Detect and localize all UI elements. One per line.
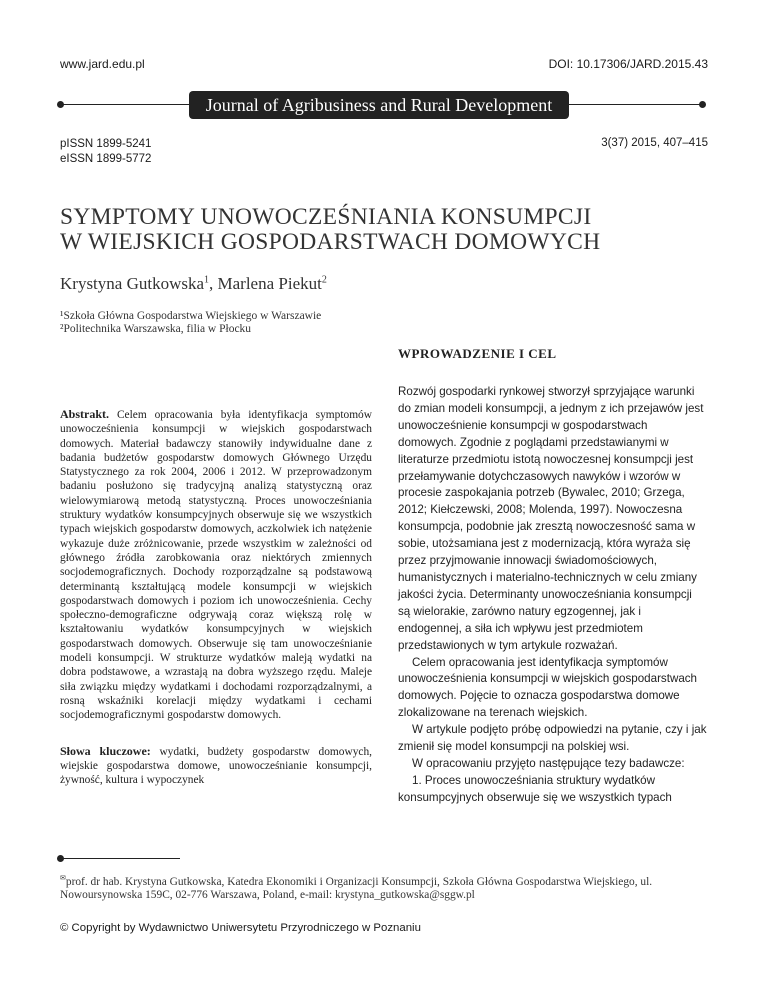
issue-info: 3(37) 2015, 407–415 bbox=[601, 137, 708, 149]
journal-name-banner: Journal of Agribusiness and Rural Development bbox=[189, 91, 569, 119]
author-separator: , bbox=[209, 274, 218, 293]
introduction-body bbox=[398, 384, 707, 807]
footnote-rule bbox=[60, 858, 180, 859]
doi-link[interactable]: DOI: 10.17306/JARD.2015.43 bbox=[548, 57, 708, 71]
rule-dot-left bbox=[57, 101, 64, 108]
affiliations bbox=[60, 310, 321, 336]
abstract-text: Celem opracowania była identyfikacja symptomów unowocześnienia konsumpcji w wiejskich gospodarstwach domowych. Materiał badawczy stanowiły indywidualne dane z badania budżetów gospodarstw domowych Głównego Urzędu Statystycznego za rok 2004, 2006 i 2012. W przeprowadzonym badaniu posłużono się tradycyjną analizą statystyczną oraz wielowymiarową metodą statystyczną. Proces unowocześniania struktury wydatków konsumpcyjnych obserwuje się we wszystkich typach wiejskich gospodarstw domowych, aczkolwiek ich natężenie wykazuje duże zróżnicowanie, przede wszystkim w zależności od głównego źródła zarobkowania oraz niektórych zmiennych socjodemograficznych. Dochody rozporządzalne są podstawową determinantą kształtującą modele konsumpcji w wiejskich gospodarstwach domowych i poziom ich unowocześnienia. Cechy społeczno-demograficzne odgrywają coraz większą rolę w kształtowaniu wydatków konsumpcyjnych w wiejskich gospodarstwach domowych. Obserwuje się tam unowocześnianie modeli konsumpcji. W strukturze wydatków maleją wydatki na dobra podstawowe, a wzrastają na dobra wyższego rzędu. Maleje siła związku między wydatkami i dochodami rozporządzalnymi, a rosną wskaźniki korelacji między wydatkami i cechami socjodemograficznymi gospodarstw domowych. bbox=[60, 409, 372, 722]
title-line-1: SYMPTOMY UNOWOCZEŚNIANIA KONSUMPCJI bbox=[60, 204, 592, 230]
title-line-2: W WIEJSKICH GOSPODARSTWACH DOMOWYCH bbox=[60, 229, 601, 255]
footnote-dot bbox=[57, 855, 64, 862]
keywords bbox=[60, 744, 372, 788]
website-link[interactable]: www.jard.edu.pl bbox=[60, 57, 145, 71]
intro-paragraph-3: W artykule podjęto próbę odpowiedzi na pytanie, czy i jak zmienił się model konsumpcji na polskiej wsi. bbox=[398, 723, 707, 754]
author-1-sup: 1 bbox=[204, 274, 210, 286]
authors bbox=[60, 274, 327, 294]
keywords-text: wydatki, budżety gospodarstw domowych, wiejskie gospodarstwa domowe, unowocześnianie konsumpcji, żywność, kultura i wypoczynek bbox=[60, 745, 372, 787]
section-heading: WPROWADZENIE I CEL bbox=[398, 346, 557, 361]
abstract-label: Abstrakt. bbox=[60, 407, 110, 421]
intro-paragraph-5: 1. Proces unowocześniania struktury wydatków konsumpcyjnych obserwuje się we wszystkich typach bbox=[398, 773, 672, 804]
intro-paragraph-4: W opracowaniu przyjęto następujące tezy badawcze: bbox=[412, 756, 685, 770]
introduction-column bbox=[398, 346, 707, 807]
intro-paragraph-1: Rozwój gospodarki rynkowej stworzył sprzyjające warunki do zmian modeli konsumpcji, a jednym z ich przejawów jest unowocześnienie konsumpcji w gospodarstwach domowych. Zgodnie z poglądami przedstawianymi w literaturze przedmiotu istotą nowoczesnej konsumpcji jest przełamywanie dotychczasowych nawyków i wzorów w procesie zaspokajania potrzeb (Bywalec, 2010; Grzega, 2012; Kiełczewski, 2008; Molenda, 1997). Nowoczesna konsumpcja, podobnie jak zresztą nowoczesność sama w sobie, utożsamiana jest z modernizacją, która wyraża się przez przyjmowanie innowacji świadomościowych, humanistycznych i materialno-technicznych w celu zmiany jakości życia. Determinanty unowocześniania konsumpcji są wielorakie, zarówno natury egzogennej, jak i endogennej, a siła ich wpływu jest przedmiotem przedstawionych w tym artykule rozważań. bbox=[398, 385, 704, 652]
pissn: pISSN 1899-5241 bbox=[60, 138, 152, 150]
author-footnote bbox=[60, 872, 705, 903]
mail-icon: ✉ bbox=[60, 874, 66, 882]
footnote-text: prof. dr hab. Krystyna Gutkowska, Katedra Ekonomiki i Organizacji Konsumpcji, Szkoła Główna Gospodarstwa Wiejskiego, ul. Nowoursynowska 159C, 02-776 Warszawa, Poland, e-mail: krystyna_gutkowska@sggw.pl bbox=[60, 875, 653, 902]
author-1: Krystyna Gutkowska bbox=[60, 274, 205, 293]
affiliation-2: ²Politechnika Warszawska, filia w Płocku bbox=[60, 323, 252, 335]
article-title bbox=[60, 205, 700, 255]
author-2: Marlena Piekut bbox=[217, 274, 322, 293]
rule-dot-right bbox=[699, 101, 706, 108]
affiliation-1: ¹Szkoła Główna Gospodarstwa Wiejskiego w Warszawie bbox=[60, 310, 322, 322]
issn-block bbox=[60, 137, 151, 167]
intro-paragraph-2: Celem opracowania jest identyfikacja symptomów unowocześnienia konsumpcji w wiejskich gospodarstwach domowych. Pojęcie to oznacza gospodarstwa domowe zlokalizowane na terenach wiejskich. bbox=[398, 655, 698, 720]
abstract-column bbox=[60, 407, 372, 787]
copyright-notice: © Copyright by Wydawnictwo Uniwersytetu Przyrodniczego w Poznaniu bbox=[60, 922, 421, 934]
keywords-label: Słowa kluczowe: bbox=[60, 743, 151, 758]
author-2-sup: 2 bbox=[321, 274, 327, 286]
abstract bbox=[60, 407, 372, 723]
eissn: eISSN 1899-5772 bbox=[60, 153, 152, 165]
